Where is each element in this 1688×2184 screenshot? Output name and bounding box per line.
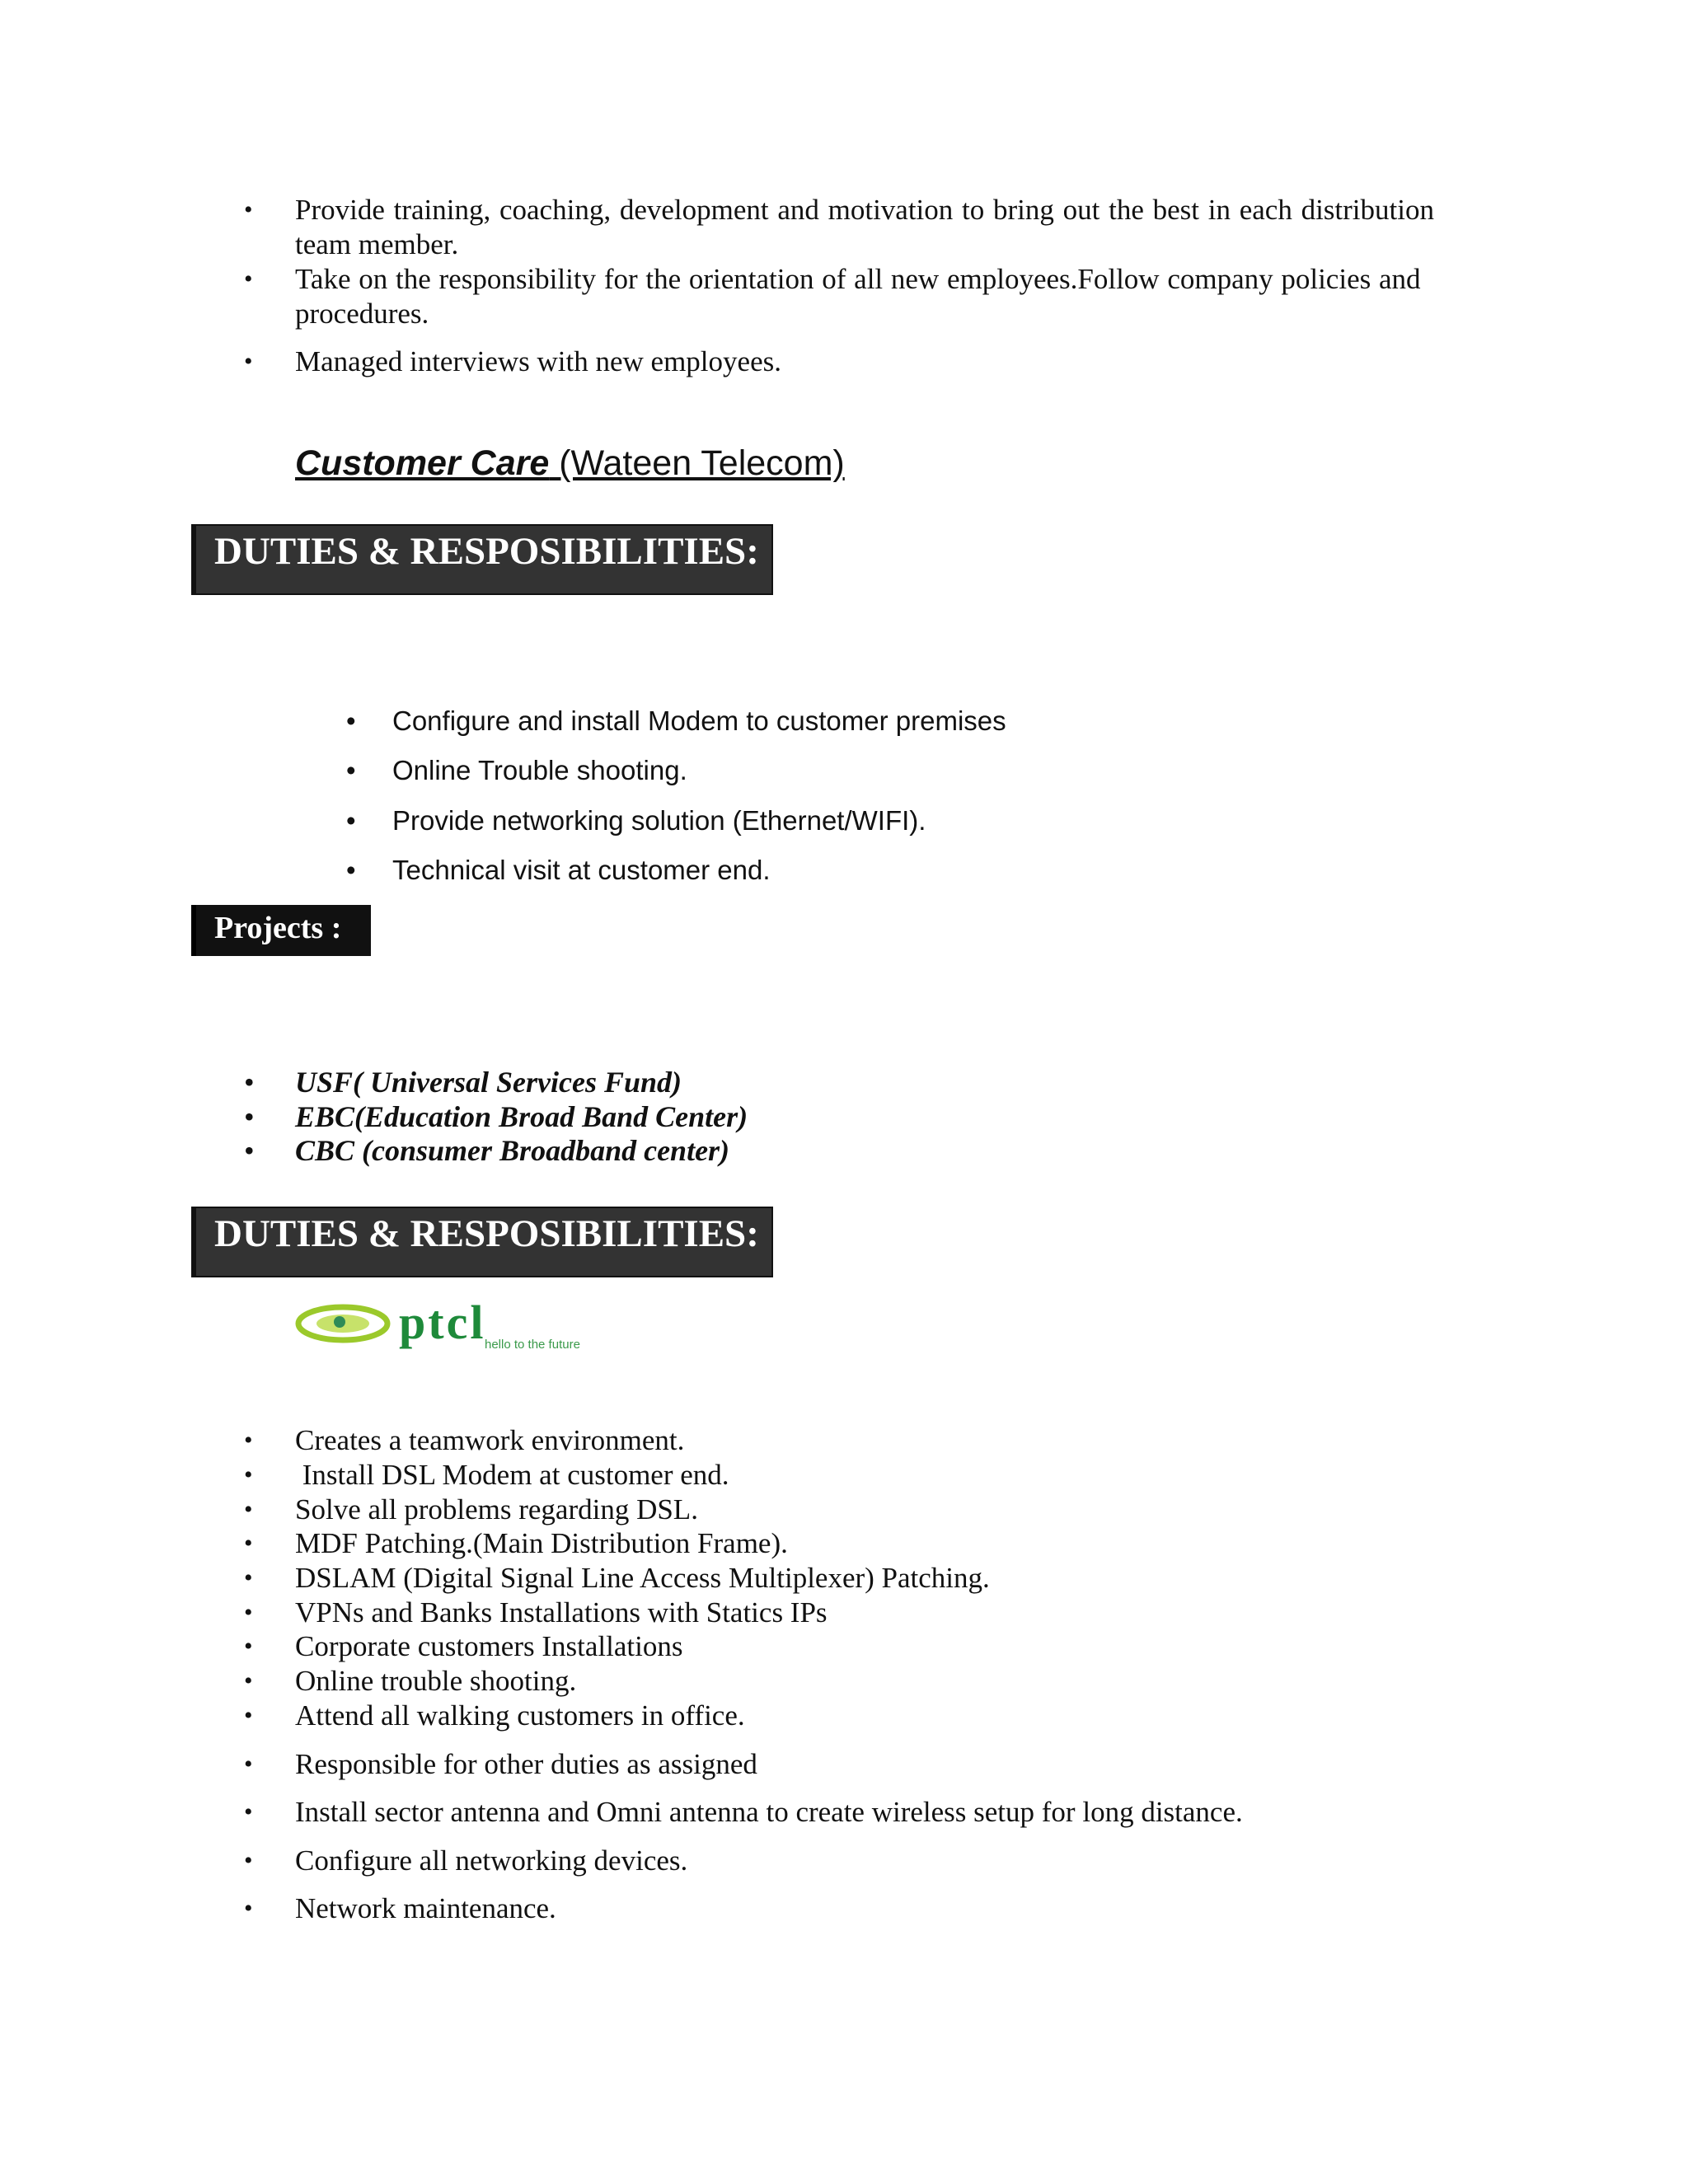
bullet: • — [244, 1798, 253, 1825]
bullet: • — [244, 1667, 253, 1694]
bullet: • — [244, 1564, 253, 1591]
bullet: • — [346, 705, 356, 736]
bullet: • — [244, 1100, 255, 1133]
logo-wordmark: ptcl — [399, 1304, 486, 1349]
bullet: • — [244, 1847, 253, 1874]
bullet: • — [244, 1702, 253, 1729]
section-heading-projects: Projects : — [191, 905, 371, 956]
ptcl-logo — [293, 1304, 615, 1361]
job-title — [295, 443, 845, 484]
bullet: • — [244, 265, 253, 293]
bullet: • — [244, 348, 253, 375]
bullet: • — [346, 855, 356, 885]
bullet: • — [244, 1530, 253, 1557]
logo-tagline: hello to the future — [485, 1338, 580, 1352]
bullet: • — [346, 805, 356, 836]
bullet: • — [244, 196, 253, 223]
job-title-company: (Wateen Telecom) — [549, 443, 845, 483]
logo-dot — [334, 1316, 345, 1328]
bullet: • — [244, 1427, 253, 1454]
bullet: • — [244, 1895, 253, 1922]
section-heading-duties-2: DUTIES & RESPOSIBILITIES: — [191, 1207, 773, 1277]
bullet: • — [244, 1599, 253, 1626]
bullet: • — [244, 1461, 253, 1488]
bullet: • — [244, 1134, 255, 1167]
job-title-role: Customer Care — [295, 443, 550, 483]
bullet: • — [244, 1750, 253, 1778]
bullet: • — [244, 1066, 255, 1099]
bullet: • — [244, 1496, 253, 1523]
section-heading-duties: DUTIES & RESPOSIBILITIES: — [191, 524, 773, 595]
bullet: • — [346, 755, 356, 785]
bullet: • — [244, 1633, 253, 1660]
